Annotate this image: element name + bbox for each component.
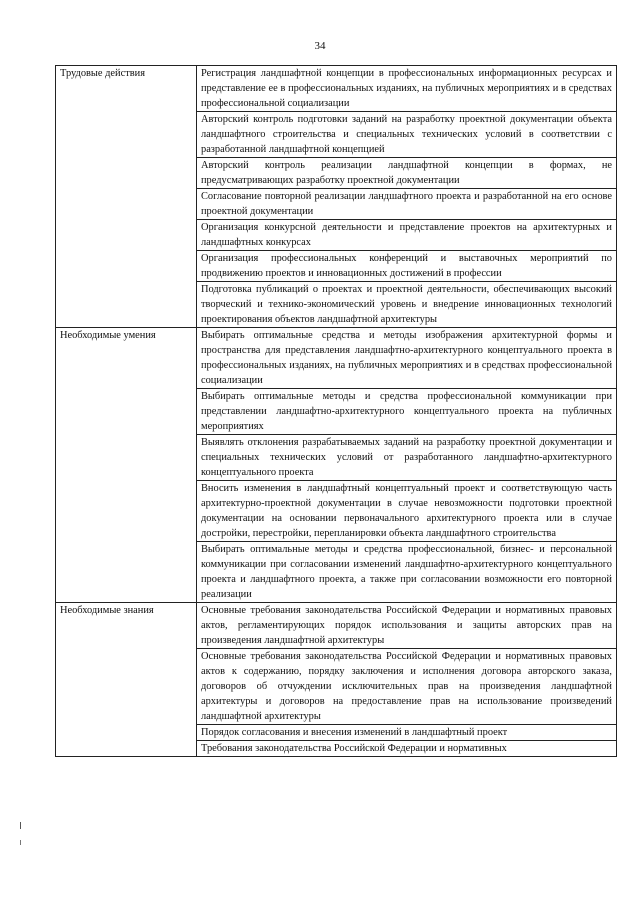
margin-mark [20,840,21,845]
labor-action-item: Согласование повторной реализации ландшафтного проекта и разработанной на его основе проектной документации [197,189,617,220]
row-label-labor-actions: Трудовые действия [56,66,197,328]
skill-item: Выбирать оптимальные методы и средства профессиональной, бизнес- и персональной коммуникации при согласовании изменений ландшафтно-архитектурного концептуального проекта и ландшафтного проекта, а также при согласовании возможности его повторной реализации [197,542,617,603]
table-row [56,328,617,389]
table-row [56,66,617,112]
skill-item: Выбирать оптимальные средства и методы изображения архитектурной формы и пространства для представления ландшафтно-архитектурного концептуального проекта в профессиональных изданиях, на публичных мероприятиях и в средствах профессиональной социализации [197,328,617,389]
requirements-table [55,65,617,757]
margin-mark [20,822,21,829]
skill-item: Выбирать оптимальные методы и средства профессиональной коммуникации при представлении ландшафтно-архитектурного концептуального проекта на публичных мероприятиях [197,389,617,435]
labor-action-item: Подготовка публикаций о проектах и проектной деятельности, обеспечивающих высокий творческий и технико-экономический уровень и внедрение инновационных технологий проектирования объектов ландшафтной архитектуры [197,282,617,328]
table-row [56,603,617,649]
page-number: 34 [314,40,326,52]
labor-action-item: Регистрация ландшафтной концепции в профессиональных информационных ресурсах и представление ее в профессиональных изданиях, на публичных мероприятиях и в средствах профессиональной социализации [197,66,617,112]
knowledge-item: Основные требования законодательства Российской Федерации и нормативных правовых актов, регламентирующих порядок использования и защиты авторских прав на произведения ландшафтной архитектуры [197,603,617,649]
skill-item: Выявлять отклонения разрабатываемых заданий на разработку проектной документации и специальных технических условий от разработанного ландшафтно-архитектурного концептуального проекта [197,435,617,481]
labor-action-item: Авторский контроль подготовки заданий на разработку проектной документации объекта ландшафтного строительства и специальных технических условий в соответствии с разработанной ландшафтной концепцией [197,112,617,158]
knowledge-item: Требования законодательства Российской Федерации и нормативных [197,741,617,757]
knowledge-item: Порядок согласования и внесения изменений в ландшафтный проект [197,725,617,741]
labor-action-item: Авторский контроль реализации ландшафтной концепции в формах, не предусматривающих разработку проектной документации [197,158,617,189]
row-label-required-skills: Необходимые умения [56,328,197,603]
skill-item: Вносить изменения в ландшафтный концептуальный проект и соответствующую часть архитектурно-проектной документации в случае невозможности подготовки проектной документации на основании первоначального архитектурного проекта или в случае достройки, перестройки, перепланировки объекта ландшафтного строительства [197,481,617,542]
labor-action-item: Организация профессиональных конференций и выставочных мероприятий по продвижению проектов и инновационных достижений в профессии [197,251,617,282]
row-label-required-knowledge: Необходимые знания [56,603,197,757]
labor-action-item: Организация конкурсной деятельности и представление проектов на архитектурных и ландшафтных конкурсах [197,220,617,251]
knowledge-item: Основные требования законодательства Российской Федерации и нормативных правовых актов к содержанию, порядку заключения и исполнения договора авторского заказа, договоров об отчуждении исключительных прав на произведения ландшафтной архитектуры и договоров на предоставление прав на использование произведений ландшафтной архитектуры [197,649,617,725]
